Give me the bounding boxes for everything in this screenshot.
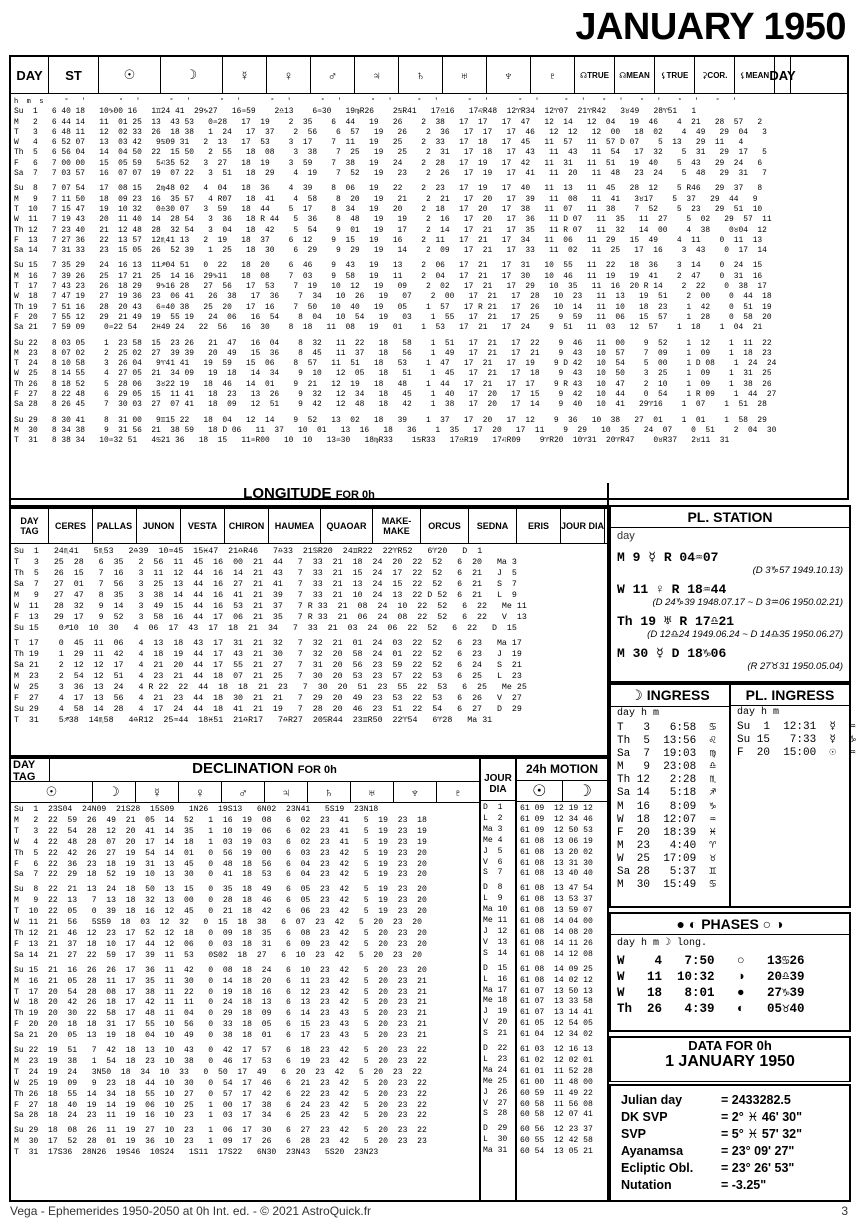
- asteroid-table-header: [11, 509, 607, 544]
- table-row: W 11 21 56 5S59 18 03 12 32 0 15 18 38 6 07 23 42 5 20 23 20: [14, 918, 422, 928]
- main-header-cell: ⚸TRUE: [655, 57, 695, 93]
- table-row: W 25 8 14 55 4 27 05 21 34 09 19 18 14 34 9 10 12 05 18 51 1 45 17 21 17 18 9 43 10 50 3 25 1 09 1 31 25: [14, 369, 772, 379]
- motion-row: 61 08 14 11 26: [520, 938, 593, 948]
- jour-dia-cell: L 2: [483, 813, 503, 823]
- declination-header-cell: ♆: [394, 782, 437, 802]
- declination-header: [11, 782, 479, 803]
- phase-row: W 11 10:32 ◑ 20♎39: [617, 970, 805, 984]
- main-header-cell: ⚳COR.: [695, 57, 735, 93]
- jour-dia-cell: D 15: [483, 963, 508, 973]
- phases-box: [609, 912, 851, 1032]
- table-row: W 18 20 42 26 18 17 42 11 11 0 24 18 13 6 13 23 42 5 20 23 21: [14, 998, 427, 1008]
- motion-title: 24h MOTION: [517, 759, 607, 781]
- table-row: F 6 22 36 23 18 19 31 13 45 0 48 18 56 6 04 23 42 5 19 23 20: [14, 859, 427, 869]
- motion-row: 61 00 11 48 00: [520, 1077, 593, 1087]
- data-item: [621, 1109, 839, 1126]
- motion-row: 61 08 14 09 25: [520, 964, 593, 974]
- table-row: Sa 21 7 59 09 0♒22 54 2♓49 24 22 56 16 30 8 18 11 08 19 01 1 53 17 21 17 24 9 51 11 03 12 57 1 18 1 04 21: [14, 323, 763, 333]
- station-sub: (D 24♑39 1948.07.17 ~ D 3♒06 1950.02.21): [652, 597, 843, 608]
- moon-ingress-row: F 20 18:39 ♓: [617, 826, 717, 839]
- main-ephemeris-table: [9, 55, 849, 500]
- data-0h-date: 1 JANUARY 1950: [665, 1053, 795, 1070]
- moon-ingress-rows: [611, 720, 729, 894]
- table-row: W 18 7 47 19 27 19 36 23 06 41 26 38 17 36 7 34 10 26 19 07 2 00 17 21 17 28 10 23 11 13 19 51 2 00 0 44 18: [14, 292, 772, 302]
- page-number: 3: [841, 1204, 848, 1218]
- main-header-cell: ♆: [487, 57, 531, 93]
- data-0h-values: [609, 1084, 851, 1202]
- asteroid-table: [9, 507, 609, 757]
- jour-dia-cell: Me 18: [483, 996, 508, 1006]
- motion-row: 61 08 13 20 02: [520, 847, 593, 857]
- declination-table: [9, 757, 481, 1202]
- motion-row: 61 01 11 52 28: [520, 1066, 593, 1076]
- planet-ingress-box: [729, 683, 856, 908]
- table-row: Su 1 24♏41 5♏53 2♎39 10♒45 15♓47 21♎R46 7♎33 21♋R20 24♊R22 22♈R52 6♈20 D 1: [14, 547, 483, 556]
- table-row: F 13 29 17 9 52 3 58 16 44 17 06 21 35 7 R 33 21 06 24 08 22 52 6 22 V 13: [14, 613, 527, 622]
- footer-credit: Vega - Ephemerides 1950-2050 at 0h Int. ed. - © 2021 AstroQuick.fr: [10, 1204, 372, 1218]
- station-main: Th 19 ♅ R 17♎21: [617, 614, 735, 629]
- data-value: = 5° ♓ 57' 32": [721, 1127, 803, 1141]
- moon-ingress-header: day h m: [617, 708, 660, 719]
- jour-dia-cell: J 19: [483, 1007, 508, 1017]
- main-header-cell: ⚸MEAN: [735, 57, 775, 93]
- table-row: Th 5 26 15 7 16 3 11 12 44 16 14 21 43 7 33 21 15 24 17 22 52 6 21 J 5: [14, 569, 517, 578]
- motion-row: 61 09 12 50 53: [520, 825, 593, 835]
- asteroid-header-cell: MAKE-MAKE: [373, 509, 421, 543]
- jour-dia-cell: L 23: [483, 1054, 508, 1064]
- asteroid-header-cell: JUNON: [137, 509, 181, 543]
- main-header-cell: ☊TRUE: [575, 57, 615, 93]
- jour-dia-cell: L 30: [483, 1135, 508, 1145]
- data-value: = -3.25": [721, 1178, 767, 1192]
- table-row: T 17 0 45 11 06 4 13 18 43 17 31 21 32 7 32 21 01 24 03 22 52 6 23 Ma 17: [14, 639, 522, 648]
- table-row: M 30 8 34 38 9 31 56 21 38 59 18 D 06 11 37 10 01 13 16 18 36 1 35 17 20 17 11 9 29 10 35 24 07 0 51 2 04 30: [14, 425, 777, 435]
- table-row: T 3 22 54 28 12 20 41 14 35 1 10 19 06 6 02 23 41 5 19 23 19: [14, 826, 427, 836]
- jour-dia-cell: Ma 10: [483, 905, 508, 915]
- asteroid-header-cell: ORCUS: [421, 509, 469, 543]
- phase-row: Th 26 4:39 ◐ 05♉40: [617, 1002, 805, 1016]
- asteroid-header-cell: QUAOAR: [321, 509, 373, 543]
- table-row: T 3 6 48 11 12 02 33 26 18 38 1 24 17 37 2 56 6 57 19 26 2 36 17 17 17 46 12 12 12 00 18 02 4 49 29 04 3: [14, 127, 767, 137]
- table-row: T 17 7 43 23 26 18 29 9♑16 28 27 56 17 53 7 19 10 12 19 09 2 02 17 21 17 29 10 35 11 16 20 R 14 2 22 0 38 17: [14, 282, 767, 292]
- jour-dia-cell: J 12: [483, 926, 508, 936]
- data-key: DK SVP: [621, 1110, 668, 1124]
- motion-row: 60 56 12 23 37: [520, 1125, 593, 1135]
- data-value: = 2433282.5: [721, 1093, 791, 1107]
- declination-rows: [11, 803, 479, 1161]
- motion-row: 61 04 12 34 02: [520, 1030, 593, 1040]
- table-row: Sa 28 18 24 23 11 19 16 10 23 1 03 17 34 6 25 23 42 5 20 23 22: [14, 1111, 427, 1121]
- declination-header-cell: ☉: [11, 782, 93, 802]
- motion-row: 60 59 11 49 22: [520, 1088, 593, 1098]
- main-header-cell: ♅: [443, 57, 487, 93]
- motion-row: 61 08 13 53 37: [520, 895, 593, 905]
- main-header-cell: ♂: [311, 57, 355, 93]
- jour-dia-cell: J 26: [483, 1087, 508, 1097]
- data-item: [621, 1126, 839, 1143]
- motion-sun-header: ☉: [517, 781, 563, 801]
- motion-rows: [517, 802, 607, 1160]
- table-row: Th 5 22 42 26 27 19 54 14 01 0 56 19 00 6 03 23 42 5 19 23 20: [14, 848, 427, 858]
- table-row: M 23 19 38 1 54 18 23 10 38 0 46 17 53 6 19 23 42 5 20 23 22: [14, 1056, 427, 1066]
- moon-ingress-box: [609, 683, 731, 908]
- table-row: M 9 7 11 50 18 09 23 16 35 57 4 R07 18 41 4 58 8 20 19 21 2 21 17 20 17 39 11 08 11 41 3♉17 5 37 29 44 9: [14, 194, 758, 204]
- motion-row: 61 08 14 04 00: [520, 917, 593, 927]
- table-row: M 16 21 05 28 11 17 35 11 30 0 14 18 20 6 11 23 42 5 20 23 21: [14, 976, 427, 986]
- moon-ingress-row: M 30 15:49 ♋: [617, 879, 717, 892]
- declination-for: FOR 0h: [297, 764, 337, 776]
- table-row: M 9 27 47 8 35 3 38 14 44 16 41 21 39 7 33 21 10 24 13 22 D 52 6 21 L 9: [14, 591, 517, 600]
- motion-row: 60 55 12 42 58: [520, 1136, 593, 1146]
- declination-header-cell: ♀: [179, 782, 222, 802]
- motion-row: 61 09 12 34 46: [520, 814, 593, 824]
- declination-header-cell: ♅: [351, 782, 394, 802]
- station-lines: [611, 550, 849, 672]
- data-0h-items: [621, 1092, 839, 1194]
- main-header-cell: ☊MEAN: [615, 57, 655, 93]
- moon-ingress-row: W 18 12:07 ♒: [617, 813, 717, 826]
- jour-dia-cell: D 29: [483, 1124, 508, 1134]
- station-title: PL. STATION: [611, 507, 849, 528]
- jour-dia-cell: Me 25: [483, 1076, 508, 1086]
- table-row: M 23 2 54 12 51 4 23 21 44 18 07 21 25 7 30 20 53 23 57 22 53 6 25 L 23: [14, 672, 522, 681]
- table-row: W 4 6 52 07 13 03 42 9♋09 31 2 13 17 53 3 17 7 11 19 25 2 33 17 18 17 45 11 57 11 57 D 07 5 13 29 11 4: [14, 138, 744, 148]
- table-row: Th 12 7 23 40 21 12 48 28 32 54 3 04 18 42 5 54 9 01 19 17 2 14 17 21 17 35 11 R 07 11 32 14 00 4 38 0♉04 12: [14, 225, 767, 235]
- motion-row: 61 02 12 02 01: [520, 1055, 593, 1065]
- main-header-cell: ♀: [267, 57, 311, 93]
- moon-ingress-title: ☽ INGRESS: [611, 685, 729, 707]
- declination-header-cell: ☿: [136, 782, 179, 802]
- table-row: F 6 7 00 00 15 05 59 5♌35 52 3 27 18 19 3 59 7 38 19 24 2 28 17 19 17 42 11 31 11 51 19 40 5 43 29 24 6: [14, 158, 763, 168]
- pl-ingress-row: Su 1 12:31 ☿ ♒: [737, 721, 856, 733]
- main-header-cell: ♃: [355, 57, 399, 93]
- motion-row: 61 09 12 19 12: [520, 804, 593, 813]
- table-row: Su 1 23S04 24N09 21S28 15S09 1N26 19S13 6N02 23N41 5S19 23N18: [14, 805, 379, 814]
- longitude-banner: [9, 483, 609, 507]
- table-row: T 31 17S36 28N26 19S46 10S24 1S11 17S22 6N30 23N43 5S20 23N23: [14, 1148, 379, 1158]
- asteroid-header-cell: CHIRON: [225, 509, 269, 543]
- table-row: Sa 7 7 03 57 16 07 07 19 07 22 3 51 18 29 4 19 7 52 19 23 2 26 17 19 17 41 11 20 11 48 23 24 5 48 29 31 7: [14, 169, 767, 179]
- table-row: Sa 21 2 12 12 17 4 21 20 44 17 55 21 27 7 31 20 56 23 59 22 52 6 24 S 21: [14, 661, 522, 670]
- data-item: [621, 1143, 839, 1160]
- data-value: = 23° 26' 53": [721, 1161, 795, 1175]
- table-row: W 25 3 36 13 24 4 R 22 22 44 18 18 21 23 7 30 20 51 23 55 22 53 6 25 Me 25: [14, 683, 527, 692]
- table-row: Th 19 7 51 16 28 20 43 6♒40 38 25 20 17 16 7 50 10 40 19 05 1 57 17 R 21 17 26 10 14 11 10 18 23 1 42 0 51 19: [14, 302, 772, 312]
- table-row: Su 29 18 08 26 11 19 27 10 23 1 06 17 30 6 27 23 42 5 20 23 22: [14, 1126, 427, 1136]
- table-row: T 17 20 54 28 08 17 38 11 22 0 19 18 16 6 12 23 42 5 20 23 21: [14, 987, 427, 997]
- jour-dia-cell: D 1: [483, 803, 503, 812]
- table-row: W 11 7 19 43 20 11 40 14 28 54 3 36 18 R 44 5 36 8 48 19 19 2 16 17 20 17 36 11 D 07 11 35 11 27 5 02 29 57 11: [14, 215, 772, 225]
- table-row: T 31 8 38 34 10♒32 51 4♋21 36 18 15 11♒R00 10 10 13♒30 18♍R33 1♋R33 17♎R19 17♌R09 9♈R20 10♈31 20♈R47 0♉R37 2♉11 31: [14, 436, 730, 446]
- planet-station-box: [609, 505, 851, 683]
- phases-title: ● ◐ PHASES ○ ◑: [611, 914, 849, 935]
- decl-day-label: DAY TAG: [11, 759, 50, 781]
- motion-row: 61 07 13 33 58: [520, 997, 593, 1007]
- station-main: M 30 ☿ D 18♑06: [617, 646, 727, 661]
- jour-dia-column: [481, 757, 517, 1202]
- motion-moon-header: ☽: [577, 783, 592, 800]
- table-row: T 31 5♐38 14♏58 4♎R12 25♒44 18♓51 21♎R17 7♎R27 20♋R44 23♊R50 22♈54 6♈28 Ma 31: [14, 716, 493, 725]
- table-row: M 16 7 39 26 25 17 21 25 14 16 29♑11 18 08 7 03 9 58 19 11 2 04 17 21 17 30 10 46 11 19 19 41 2 47 0 31 16: [14, 271, 763, 281]
- asteroid-header-cell: CERES: [49, 509, 93, 543]
- table-row: Su 29 8 30 41 8 31 00 9♊15 22 18 04 12 14 9 52 13 02 18 39 1 37 17 20 17 12 9 36 10 38 27 01 1 01 1 58 29: [14, 415, 767, 425]
- phases-rows: [611, 951, 849, 1019]
- moon-ingress-row: M 9 23:08 ♎: [617, 761, 717, 774]
- data-item: [621, 1160, 839, 1177]
- phases-header: day h m ☽ long.: [617, 938, 708, 949]
- jour-dia-cell: V 6: [483, 857, 503, 867]
- main-header-cell: ♄: [399, 57, 443, 93]
- jour-dia-cell: V 13: [483, 937, 508, 947]
- motion-row: 61 08 13 31 30: [520, 858, 593, 868]
- main-table-header: [11, 57, 847, 94]
- table-row: T 3 25 28 6 35 2 56 11 45 16 00 21 44 7 33 21 18 24 20 22 52 6 20 Ma 3: [14, 558, 517, 567]
- asteroid-table-rows: [11, 544, 607, 728]
- table-row: M 30 17 52 28 01 19 36 10 23 1 09 17 26 6 28 23 42 5 20 23 23: [14, 1137, 427, 1147]
- jour-dia-cell: Ma 24: [483, 1065, 508, 1075]
- moon-ingress-row: M 16 8:09 ♑: [617, 800, 717, 813]
- jour-dia-cell: Me 4: [483, 835, 503, 845]
- table-row: Th 19 20 30 22 58 17 48 11 04 0 29 18 09 6 14 23 43 5 20 23 21: [14, 1009, 427, 1019]
- motion-row: 60 54 13 05 21: [520, 1147, 593, 1157]
- table-row: M 2 6 44 14 11 01 25 13 43 53 0♒28 17 19 2 35 6 44 19 26 2 38 17 17 17 47 12 14 12 04 19 46 4 21 28 57 2: [14, 117, 763, 127]
- table-row: Th 26 8 18 52 5 28 06 3♉22 19 18 46 14 01 9 21 12 19 18 48 1 44 17 21 17 17 9 R 43 10 47 2 10 1 09 1 38 26: [14, 379, 772, 389]
- table-row: W 25 19 09 9 23 18 44 10 30 0 54 17 46 6 21 23 42 5 20 23 22: [14, 1078, 427, 1088]
- moon-ingress-row: Th 12 2:28 ♏: [617, 774, 717, 787]
- moon-ingress-row: Sa 14 5:18 ♐: [617, 787, 717, 800]
- motion-row: 61 07 13 50 13: [520, 986, 593, 996]
- table-row: M 23 8 07 02 2 25 02 27 39 39 20 49 15 36 8 45 11 37 18 56 1 49 17 21 17 21 9 43 10 57 7 09 1 09 1 18 23: [14, 348, 772, 358]
- table-row: T 24 19 24 3N50 18 34 10 33 0 50 17 49 6 20 23 42 5 20 23 22: [14, 1067, 422, 1077]
- table-row: Th 19 1 29 11 42 4 18 19 44 17 43 21 30 7 32 20 58 24 01 22 52 6 23 J 19: [14, 650, 522, 659]
- motion-row: 61 08 13 40 40: [520, 869, 593, 879]
- jour-dia-cell: L 9: [483, 894, 503, 904]
- jour-dia-cell: Ma 31: [483, 1146, 508, 1156]
- table-row: Su 22 8 03 05 1 23 58 15 23 26 21 47 16 04 8 32 11 22 18 58 1 51 17 21 17 22 9 46 11 00 9 52 1 12 1 11 22: [14, 338, 772, 348]
- jour-dia-cell: V 20: [483, 1018, 508, 1028]
- main-header-cell: DAY: [775, 57, 791, 93]
- jour-dia-cell: D 8: [483, 883, 503, 893]
- jour-dia-label: JOUR DIA: [481, 759, 515, 801]
- motion-row: 61 08 14 08 20: [520, 927, 593, 937]
- main-table-rows: [11, 94, 847, 449]
- main-header-cell: ☽: [161, 57, 223, 93]
- table-row: Su 15 0♐10 10 30 4 06 17 43 17 18 21 34 7 33 21 03 24 06 22 52 6 22 D 15: [14, 624, 517, 633]
- main-header-cell: ♇: [531, 57, 575, 93]
- moon-ingress-row: T 3 6:58 ♋: [617, 722, 717, 734]
- motion-row: 61 08 13 06 19: [520, 836, 593, 846]
- jour-dia-cell: Ma 17: [483, 985, 508, 995]
- main-header-units: h m s ° ' ° ' ° ' ° ' ° ' ° ' ° ' ° ' ° ' ° ' ° ' ° ' ° ' ° ' ° ': [14, 98, 737, 106]
- table-row: T 10 7 15 47 19 10 32 0♎30 07 3 59 18 44 5 17 8 34 19 20 2 18 17 20 17 38 11 07 11 38 7 52 5 23 29 51 10: [14, 204, 763, 214]
- jour-dia-cell: V 27: [483, 1098, 508, 1108]
- jour-dia-cell: S 28: [483, 1109, 508, 1119]
- data-item: [621, 1092, 839, 1109]
- pl-ingress-rows: [731, 719, 856, 762]
- motion-row: 61 08 13 47 54: [520, 884, 593, 894]
- declination-header-cell: ♃: [265, 782, 308, 802]
- table-row: Su 15 21 16 26 26 17 36 11 42 0 08 18 24 6 10 23 42 5 20 23 20: [14, 965, 427, 975]
- table-row: F 27 8 22 48 6 29 05 15 11 41 18 23 13 26 9 32 12 34 18 45 1 40 17 20 17 15 9 42 10 44 0 54 1 R 09 1 44 27: [14, 390, 777, 400]
- motion-row: 60 58 12 07 41: [520, 1110, 593, 1120]
- moon-ingress-row: Sa 7 19:03 ♍: [617, 748, 717, 761]
- declination-header-cell: ♇: [437, 782, 480, 802]
- pl-ingress-row: Su 15 7:33 ☿ ♑: [737, 734, 856, 747]
- phase-row: W 18 8:01 ● 27♑39: [617, 986, 805, 1000]
- asteroid-header-cell: ERIS: [517, 509, 561, 543]
- pl-ingress-title: PL. INGRESS: [731, 685, 849, 706]
- asteroid-header-cell: JOUR DIA: [561, 509, 605, 543]
- page-title: JANUARY 1950: [575, 6, 846, 48]
- table-row: Sa 14 21 27 22 59 17 39 11 53 0S02 18 27 6 10 23 42 5 20 23 20: [14, 950, 422, 960]
- data-key: Nutation: [621, 1178, 672, 1192]
- table-row: F 13 7 27 36 22 13 57 12♏41 13 2 19 18 37 6 12 9 15 19 16 2 11 17 21 17 34 11 06 11 29 15 49 4 11 0 11 13: [14, 235, 763, 245]
- longitude-title: LONGITUDE: [243, 485, 332, 502]
- motion-row: 61 05 12 54 05: [520, 1019, 593, 1029]
- moon-ingress-row: Sa 28 5:37 ♊: [617, 866, 717, 879]
- data-0h-box: [609, 1036, 851, 1082]
- pl-ingress-header: day h m: [737, 707, 780, 718]
- table-row: Su 1 6 40 18 10♑00 16 1♊24 41 29♑27 16♒59 2♎13 6♒30 19♍R26 2♋R41 17♎16 17♌R48 12♈R34 12♈07 21♈R42 3♉49 28♈51 1: [14, 107, 697, 117]
- motion-row: 61 08 14 02 12: [520, 975, 593, 985]
- jour-dia-cell: L 16: [483, 974, 508, 984]
- station-sub: (D 3♑57 1949.10.13): [752, 565, 843, 576]
- data-0h-title: DATA FOR 0h: [688, 1038, 772, 1053]
- jour-dia-rows: [481, 801, 515, 1159]
- declination-header-cell: ☽: [93, 782, 136, 802]
- main-header-cell: DAY: [11, 57, 49, 93]
- data-value: = 23° 09' 27": [721, 1144, 795, 1158]
- motion-row: 61 08 14 12 08: [520, 949, 593, 959]
- asteroid-header-cell: DAY TAG: [11, 509, 49, 543]
- table-row: Su 22 19 51 7 42 18 13 10 43 0 42 17 57 6 18 23 42 5 20 23 22: [14, 1046, 427, 1056]
- moon-ingress-row: W 25 17:09 ♉: [617, 852, 717, 865]
- table-row: Sa 7 22 29 18 52 19 10 13 30 0 41 18 53 6 04 23 42 5 19 23 20: [14, 870, 427, 880]
- motion-row: 61 03 12 16 13: [520, 1045, 593, 1055]
- table-row: Sa 21 20 05 13 19 18 04 10 49 0 38 18 01 6 17 23 43 5 20 23 21: [14, 1031, 427, 1041]
- moon-ingress-row: M 23 4:40 ♈: [617, 839, 717, 852]
- moon-ingress-row: Th 5 13:56 ♌: [617, 735, 717, 748]
- jour-dia-cell: S 21: [483, 1029, 508, 1039]
- table-row: F 27 4 17 13 56 4 21 23 44 18 30 21 21 7 29 20 49 23 53 22 53 6 26 V 27: [14, 694, 522, 703]
- asteroid-header-cell: HAUMEA: [269, 509, 321, 543]
- motion-row: 61 07 13 14 41: [520, 1008, 593, 1018]
- table-row: T 24 8 10 58 3 26 04 9♈41 41 19 59 15 06 8 57 11 51 18 53 1 47 17 21 17 19 9 D 42 10 54 5 00 1 D 08 1 24 24: [14, 359, 777, 369]
- asteroid-header-cell: SEDNA: [469, 509, 517, 543]
- table-row: M 2 22 59 26 49 21 05 14 52 1 16 19 08 6 02 23 41 5 19 23 18: [14, 815, 427, 825]
- main-header-cell: ST: [49, 57, 99, 93]
- table-row: Th 5 6 56 04 14 04 50 22 15 50 2 55 18 08 3 38 7 25 19 25 2 31 17 18 17 43 11 43 11 54 17 32 5 31 29 17 5: [14, 148, 767, 158]
- jour-dia-cell: D 22: [483, 1044, 508, 1054]
- declination-title: DECLINATION: [192, 760, 294, 777]
- table-row: Su 29 4 58 14 28 4 17 24 44 18 41 21 19 7 28 20 46 23 51 22 54 6 27 D 29: [14, 705, 522, 714]
- asteroid-header-cell: VESTA: [181, 509, 225, 543]
- data-value: = 2° ♓ 46' 30": [721, 1110, 803, 1124]
- table-row: Th 26 18 55 14 34 18 55 10 27 0 57 17 42 6 22 23 42 5 20 23 22: [14, 1089, 427, 1099]
- pl-ingress-row: F 20 15:00 ☉ ♒: [737, 747, 856, 760]
- asteroid-header-cell: PALLAS: [93, 509, 137, 543]
- main-header-cell: ☿: [223, 57, 267, 93]
- station-main: M 9 ☿ R 04♒07: [617, 550, 719, 565]
- jour-dia-cell: S 14: [483, 948, 508, 958]
- phase-row: W 4 7:50 ○ 13♋26: [617, 954, 805, 968]
- table-row: T 10 22 05 0 39 18 16 12 45 0 21 18 42 6 06 23 42 5 19 23 20: [14, 907, 427, 917]
- motion-row: 60 58 11 56 08: [520, 1099, 593, 1109]
- data-item: [621, 1177, 839, 1194]
- motion-row: 61 08 13 59 07: [520, 906, 593, 916]
- main-header-cell: ☉: [99, 57, 161, 93]
- motion-table: [517, 757, 609, 1202]
- declination-header-cell: ♄: [308, 782, 351, 802]
- station-day-label: day: [617, 530, 635, 542]
- station-main: W 11 ♀ R 18♒44: [617, 582, 727, 597]
- table-row: Sa 14 7 31 33 23 15 05 26 52 39 1 25 18 30 6 29 9 29 19 14 2 09 17 21 17 33 11 02 11 25 17 16 3 43 0 17 14: [14, 246, 767, 256]
- table-row: F 20 20 18 18 31 17 55 10 56 0 33 18 05 6 15 23 43 5 20 23 21: [14, 1020, 427, 1030]
- table-row: F 13 21 37 18 10 17 44 12 06 0 03 18 31 6 09 23 42 5 20 23 20: [14, 939, 427, 949]
- table-row: Su 15 7 35 29 24 16 13 11♐04 51 0 22 18 20 6 46 9 43 19 13 2 06 17 21 17 31 10 55 11 22 18 36 3 14 0 24 15: [14, 261, 763, 271]
- table-row: Su 8 7 07 54 17 08 15 2♍48 02 4 04 18 36 4 39 8 06 19 22 2 23 17 19 17 40 11 13 11 45 28 12 5 R46 29 37 8: [14, 184, 763, 194]
- jour-dia-cell: J 5: [483, 846, 503, 856]
- jour-dia-cell: Me 11: [483, 916, 508, 926]
- table-row: W 4 22 48 28 07 20 17 14 18 1 03 19 03 6 02 23 41 5 19 23 19: [14, 837, 427, 847]
- longitude-for: FOR 0h: [335, 489, 375, 501]
- data-key: SVP: [621, 1127, 647, 1141]
- jour-dia-cell: Ma 3: [483, 824, 503, 834]
- table-row: F 20 7 55 12 29 21 49 19 55 19 24 06 16 54 8 04 10 54 19 03 1 55 17 21 17 25 9 59 11 06 15 57 1 28 0 58 20: [14, 312, 772, 322]
- table-row: F 27 18 40 19 14 19 06 10 25 1 00 17 38 6 24 23 42 5 20 23 22: [14, 1100, 427, 1110]
- table-row: W 11 28 32 9 14 3 49 15 44 16 53 21 37 7 R 33 21 08 24 10 22 52 6 22 Me 11: [14, 602, 527, 611]
- station-sub: (D 12♎24 1949.06.24 ~ D 14♎35 1950.06.27): [647, 629, 843, 640]
- table-row: Su 8 22 21 13 24 18 50 13 15 0 35 18 49 6 05 23 42 5 19 23 20: [14, 885, 427, 895]
- data-key: Ayanamsa: [621, 1144, 684, 1158]
- table-row: Sa 7 27 01 7 56 3 25 13 44 16 27 21 41 7 33 21 13 24 15 22 52 6 21 S 7: [14, 580, 517, 589]
- table-row: Sa 28 8 26 45 7 30 03 27 07 41 18 09 12 51 9 42 12 48 18 42 1 38 17 20 17 14 9 40 10 41 29♈16 1 07 1 51 28: [14, 400, 767, 410]
- declination-header-cell: ♂: [222, 782, 265, 802]
- jour-dia-cell: S 7: [483, 868, 503, 878]
- table-row: M 9 22 13 7 13 18 32 13 00 0 28 18 46 6 05 23 42 5 19 23 20: [14, 896, 427, 906]
- station-sub: (R 27♉31 1950.05.04): [747, 661, 843, 672]
- data-key: Ecliptic Obl.: [621, 1161, 694, 1175]
- data-key: Julian day: [621, 1093, 683, 1107]
- table-row: Th 12 21 46 12 23 17 52 12 18 0 09 18 35 6 08 23 42 5 20 23 20: [14, 928, 427, 938]
